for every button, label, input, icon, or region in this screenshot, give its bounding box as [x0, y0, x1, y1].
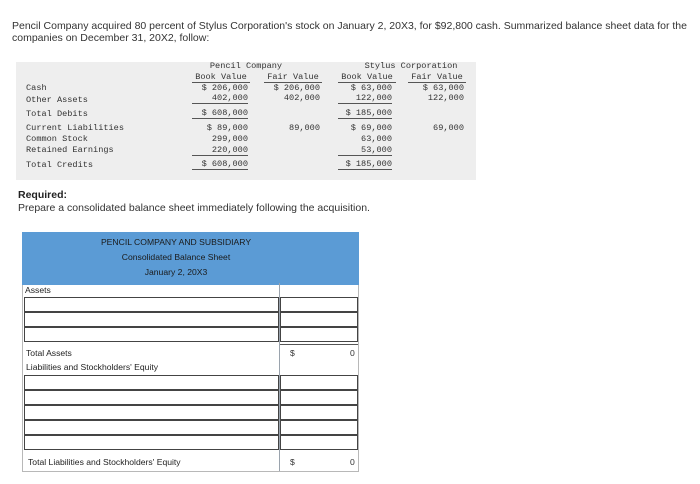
asset-account-input-3[interactable] [24, 327, 279, 342]
given-balance-sheet-data [16, 62, 476, 180]
row-label-total-debits: Total Debits [26, 109, 88, 119]
equity-account-input-1[interactable] [24, 405, 279, 420]
asset-amount-input-1[interactable] [280, 297, 358, 312]
pencil-book-current-liabilities: $ 89,000 [206, 123, 248, 133]
total-liabilities-equity-currency: $ [290, 457, 295, 467]
pencil-book-common-stock: 299,000 [211, 134, 248, 144]
pencil-book-total-credits: $ 608,000 [192, 159, 248, 170]
pencil-book-other-assets: 402,000 [192, 93, 248, 104]
stylus-corporation-heading: Stylus Corporation [364, 61, 458, 71]
stylus-fair-cash: $ 63,000 [422, 83, 464, 93]
pencil-book-cash: $ 206,000 [201, 83, 248, 93]
required-label: Required: [18, 189, 68, 201]
stylus-book-value-heading: Book Value [338, 72, 396, 83]
total-assets-currency: $ [290, 348, 295, 358]
equity-amount-input-2[interactable] [280, 420, 358, 435]
asset-account-input-1[interactable] [24, 297, 279, 312]
pencil-fair-other-assets: 402,000 [283, 93, 320, 103]
total-assets-value: 0 [350, 348, 355, 358]
pencil-book-total-debits: $ 608,000 [192, 108, 248, 119]
stylus-book-total-credits: $ 185,000 [338, 159, 392, 170]
liability-account-input-1[interactable] [24, 375, 279, 390]
liability-account-input-2[interactable] [24, 390, 279, 405]
stylus-fair-other-assets: 122,000 [427, 93, 464, 103]
row-label-common-stock: Common Stock [26, 134, 88, 144]
worksheet-title-company: PENCIL COMPANY AND SUBSIDIARY [100, 237, 252, 247]
required-instruction: Prepare a consolidated balance sheet immediately following the acquisition. [18, 202, 370, 214]
pencil-fair-cash: $ 206,000 [273, 83, 320, 93]
stylus-book-common-stock: 63,000 [361, 134, 392, 144]
asset-account-input-2[interactable] [24, 312, 279, 327]
pencil-fair-value-heading: Fair Value [264, 72, 322, 83]
stylus-book-cash: $ 63,000 [350, 83, 392, 93]
worksheet-header [22, 232, 359, 285]
stylus-fair-current-liabilities: 69,000 [433, 123, 464, 133]
row-label-other-assets: Other Assets [26, 95, 88, 105]
equity-amount-input-3[interactable] [280, 435, 358, 450]
row-label-cash: Cash [26, 83, 47, 93]
row-label-total-credits: Total Credits [26, 160, 94, 170]
total-assets-label: Total Assets [26, 348, 72, 358]
stylus-book-other-assets: 122,000 [338, 93, 392, 104]
equity-amount-input-1[interactable] [280, 405, 358, 420]
stylus-book-current-liabilities: $ 69,000 [350, 123, 392, 133]
pencil-book-value-heading: Book Value [192, 72, 250, 83]
pencil-company-heading: Pencil Company [209, 61, 283, 71]
asset-amount-input-3[interactable] [280, 327, 358, 342]
worksheet-title-date: January 2, 20X3 [144, 267, 208, 277]
pencil-book-retained-earnings: 220,000 [192, 145, 248, 156]
worksheet-title-statement: Consolidated Balance Sheet [121, 252, 231, 262]
row-label-retained-earnings: Retained Earnings [26, 145, 114, 155]
assets-section-label: Assets [25, 285, 51, 295]
liabilities-equity-section-label: Liabilities and Stockholders' Equity [26, 362, 159, 372]
total-liabilities-equity-value: 0 [350, 457, 355, 467]
total-assets-rule [280, 344, 358, 345]
equity-account-input-2[interactable] [24, 420, 279, 435]
liability-amount-input-2[interactable] [280, 390, 358, 405]
stylus-book-total-debits: $ 185,000 [338, 108, 392, 119]
pencil-fair-current-liabilities: 89,000 [289, 123, 320, 133]
stylus-fair-value-heading: Fair Value [408, 72, 466, 83]
row-label-current-liabilities: Current Liabilities [26, 123, 124, 133]
liability-amount-input-1[interactable] [280, 375, 358, 390]
asset-amount-input-2[interactable] [280, 312, 358, 327]
problem-intro: Pencil Company acquired 80 percent of Stylus Corporation's stock on January 2, 20X3, for $92,800 cash. Summarized balance sheet data for the companies on December 31, 20X2, follow: [12, 20, 687, 44]
equity-account-input-3[interactable] [24, 435, 279, 450]
total-liabilities-equity-label: Total Liabilities and Stockholders' Equity [28, 457, 181, 467]
stylus-book-retained-earnings: 53,000 [338, 145, 392, 156]
